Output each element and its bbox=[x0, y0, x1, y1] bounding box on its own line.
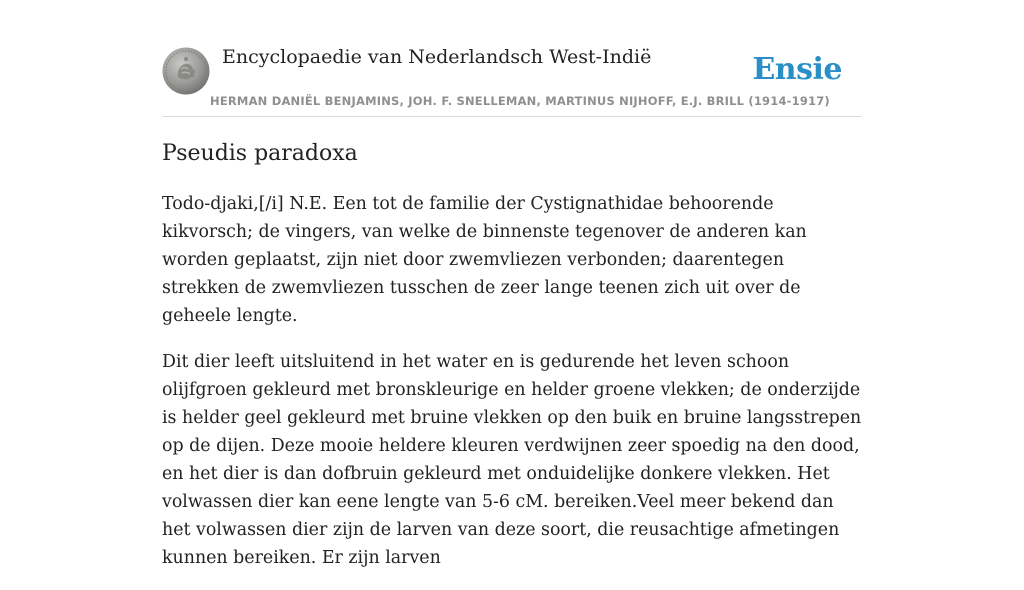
source-header bbox=[162, 40, 862, 117]
source-authors: HERMAN DANIËL BENJAMINS, JOH. F. SNELLEMAN, MARTINUS NIJHOFF, E.J. BRILL (1914-1917) bbox=[210, 94, 830, 108]
article-title: Pseudis paradoxa bbox=[162, 141, 358, 166]
article-paragraph-2: Dit dier leeft uitsluitend in het water en is gedurende het leven schoon olijfgroen gekleurd met bronskleurige en helder groene vlekken; de onderzijde is helder geel gekleurd met bruine vlekken op den buik en bruine langsstrepen op de dijen. Deze mooie heldere kleuren verdwijnen zeer spoedig na den dood, en het dier is dan dofbruin gekleurd met onduidelijke donkere vlekken. Het volwassen dier kan eene lengte van 5-6 cM. bereiken.Veel meer bekend dan het volwassen dier zijn de larven van deze soort, die reusachtige afmetingen kunnen bereiken. Er zijn larven bbox=[162, 352, 862, 568]
source-title[interactable]: Encyclopaedie van Nederlandsch West-Indië bbox=[222, 46, 652, 68]
article-body bbox=[162, 138, 862, 590]
coin-icon[interactable] bbox=[162, 47, 210, 95]
brand-logo[interactable]: Ensie bbox=[752, 52, 842, 87]
article-paragraph-1: Todo-djaki,[/i] N.E. Een tot de familie der Cystignathidae behoorende kikvorsch; de vingers, van welke de binnenste tegenover de anderen kan worden geplaatst, zijn niet door zwemvliezen verbonden; daarentegen strekken de zwemvliezen tusschen de zeer lange teenen zich uit over de geheele lengte. bbox=[162, 194, 807, 326]
